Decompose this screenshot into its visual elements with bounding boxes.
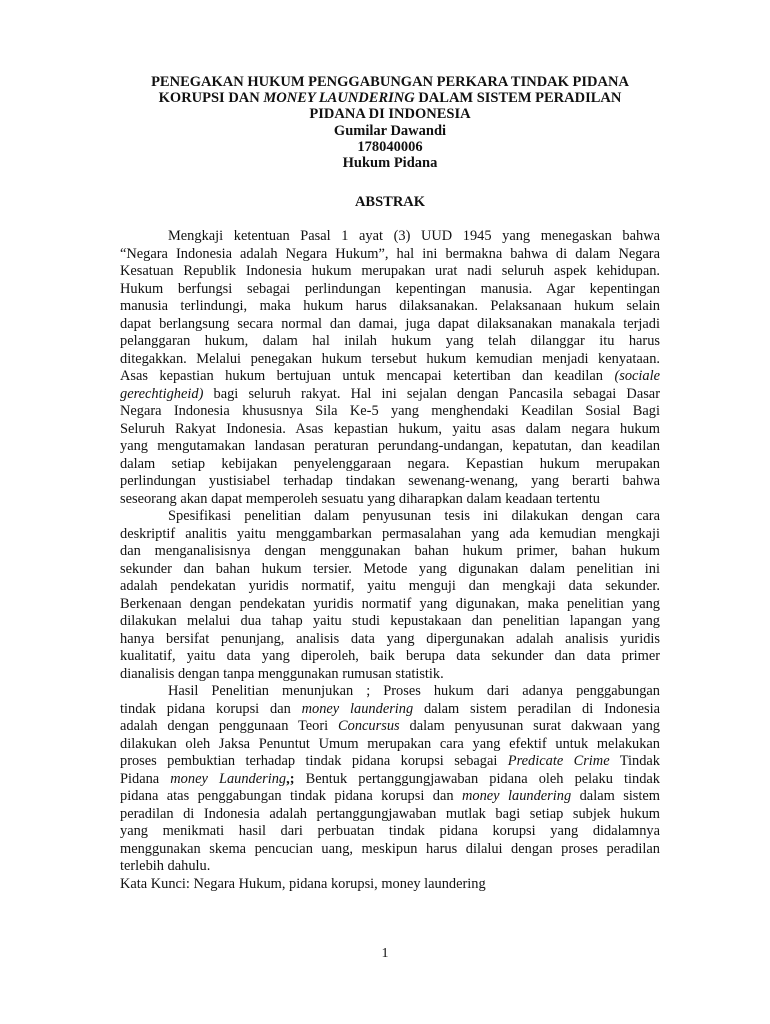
paragraph-2-line: dilakukan melalui dua tahap yaitu studi kepustakaan dan penelitian lapangan yang	[120, 613, 660, 629]
title-block	[100, 74, 680, 171]
paragraph-2-line: dianalisis dengan tanpa menggunakan rumusan statistik.	[120, 665, 444, 682]
abstract-body	[120, 228, 660, 893]
paragraph-2-line: Spesifikasi penelitian dalam penyusunan tesis ini dilakukan dengan cara	[168, 508, 660, 524]
paragraph-1-line: ditegakkan. Melalui penegakan hukum tersebut hukum kemudian menjadi kenyataan.	[120, 350, 660, 367]
paragraph-3-line: menggunakan skema pencucian uang, meskipun harus dilalui dengan proses peradilan	[120, 840, 660, 857]
title-line-1: PENEGAKAN HUKUM PENGGABUNGAN PERKARA TINDAK PIDANA	[151, 74, 629, 90]
paragraph-3-line: dilakukan oleh Jaksa Penuntut Umum merupakan cara yang efektif untuk melakukan	[120, 735, 660, 752]
paragraph-2-line: dan menganalisisnya dengan menggunakan bahan hukum primer, bahan hukum	[120, 543, 660, 559]
paragraph-3-line: yang menikmati hasil dari perbuatan tindak pidana korupsi yang didalamnya	[120, 823, 660, 839]
keywords: Kata Kunci: Negara Hukum, pidana korupsi, money laundering	[120, 875, 486, 892]
paragraph-1-line: gerechtigheid) bagi seluruh rakyat. Hal ini sejalan dengan Pancasila sebagai Dasar	[120, 385, 660, 402]
paragraph-3-line: peradilan di Indonesia adalah pertanggungjawaban mutlak bagi setiap subjek hukum	[120, 805, 660, 822]
title-line-2-end: DALAM SISTEM PERADILAN	[414, 90, 622, 107]
page-number: 1	[381, 946, 389, 961]
paragraph-2-line: kualitatif, yaitu data yang diperoleh, baik berupa data sekunder dan data primer	[120, 648, 660, 664]
paragraph-3-line: proses pembuktian terhadap tindak pidana korupsi sebagai Predicate Crime Tindak	[120, 753, 661, 769]
paragraph-2-line: adalah pendekatan yuridis normatif, yaitu menguji dan mengkaji data sekunder.	[120, 578, 660, 594]
paragraph-1-line: dapat berlangsung secara normal dan damai, juga dapat dilaksanakan manakala terjadi	[120, 315, 660, 332]
paragraph-2-line: deskriptif analitis yaitu menggambarkan permasalahan yang ada kemudian mengkaji	[120, 525, 660, 542]
department: Hukum Pidana	[342, 155, 438, 172]
abstract-heading: ABSTRAK	[354, 194, 426, 210]
paragraph-2-line: sekunder dan bahan hukum tersier. Metode yang digunakan dalam penelitian ini	[120, 560, 660, 577]
paragraph-1-line: pelanggaran hukum, dalam hal inilah hukum yang telah dilanggar itu harus	[120, 333, 660, 349]
paragraph-1-line: Seluruh Rakyat Indonesia. Asas kepastian hukum, yaitu asas dalam negara hukum	[120, 420, 660, 437]
student-id: 178040006	[357, 138, 423, 155]
paragraph-3-line: terlebih dahulu.	[120, 858, 211, 874]
title-line-2-italic: MONEY LAUNDERING	[263, 90, 415, 107]
paragraph-3-line: Hasil Penelitian menunjukan ; Proses hukum dari adanya penggabungan	[168, 683, 660, 699]
paragraph-1-line: Hukum berfungsi sebagai perlindungan kepentingan manusia. Agar kepentingan	[120, 280, 660, 297]
paragraph-1-line: seseorang akan dapat memperoleh sesuatu yang diharapkan dalam keadaan tertentu	[120, 490, 600, 507]
title-line-3: PIDANA DI INDONESIA	[309, 106, 471, 123]
author-name: Gumilar Dawandi	[333, 122, 447, 139]
paragraph-1-line: “Negara Indonesia adalah Negara Hukum”, hal ini bermakna bahwa di dalam Negara	[120, 245, 660, 262]
paragraph-1-line: yang mengutamakan landasan peraturan perundang-undangan, kepatutan, dan keadilan	[120, 438, 660, 454]
paragraph-1-line: dalam setiap kebijakan penyelenggaraan negara. Kepastian hukum merupakan	[120, 455, 660, 472]
paragraph-2-line: Berkenaan dengan pendekatan yuridis normatif yang digunakan, maka penelitian yang	[120, 595, 660, 612]
paragraph-3-line: tindak pidana korupsi dan money laundering dalam sistem peradilan di Indonesia	[120, 700, 661, 717]
paragraph-3-line: Pidana money Laundering,; Bentuk pertanggungjawaban pidana oleh pelaku tindak	[120, 770, 661, 787]
paragraph-1-line: manusia terlindungi, maka hukum harus dilaksanakan. Pelaksanaan hukum selain	[120, 298, 660, 314]
title-line-2	[100, 90, 680, 106]
title-line-2-start: KORUPSI DAN	[158, 90, 264, 107]
paragraph-2-line: hanya bersifat penunjang, analisis data yang dipergunakan adalah analisis yuridis	[120, 630, 660, 647]
paragraph-1-line: Kesatuan Republik Indonesia hukum merupakan urat nadi seluruh aspek kehidupan.	[120, 263, 660, 279]
paragraph-1-line: Negara Indonesia khususnya Sila Ke-5 yang menghendaki Keadilan Sosial Bagi	[120, 403, 660, 419]
paragraph-1-line: Mengkaji ketentuan Pasal 1 ayat (3) UUD 1945 yang menegaskan bahwa	[168, 228, 660, 244]
paragraph-3-line: pidana atas penggabungan tindak pidana korupsi dan money laundering dalam sistem	[120, 788, 660, 804]
paragraph-3-line: adalah dengan penggunaan Teori Concursus dalam penyusunan surat dakwaan yang	[120, 718, 660, 734]
paragraph-1-line: Asas kepastian hukum bertujuan untuk mencapai ketertiban dan keadilan (sociale	[120, 368, 660, 384]
paragraph-1-line: perlindungan yustisiabel terhadap tindakan sewenang-wenang, yang berarti bahwa	[120, 473, 660, 489]
